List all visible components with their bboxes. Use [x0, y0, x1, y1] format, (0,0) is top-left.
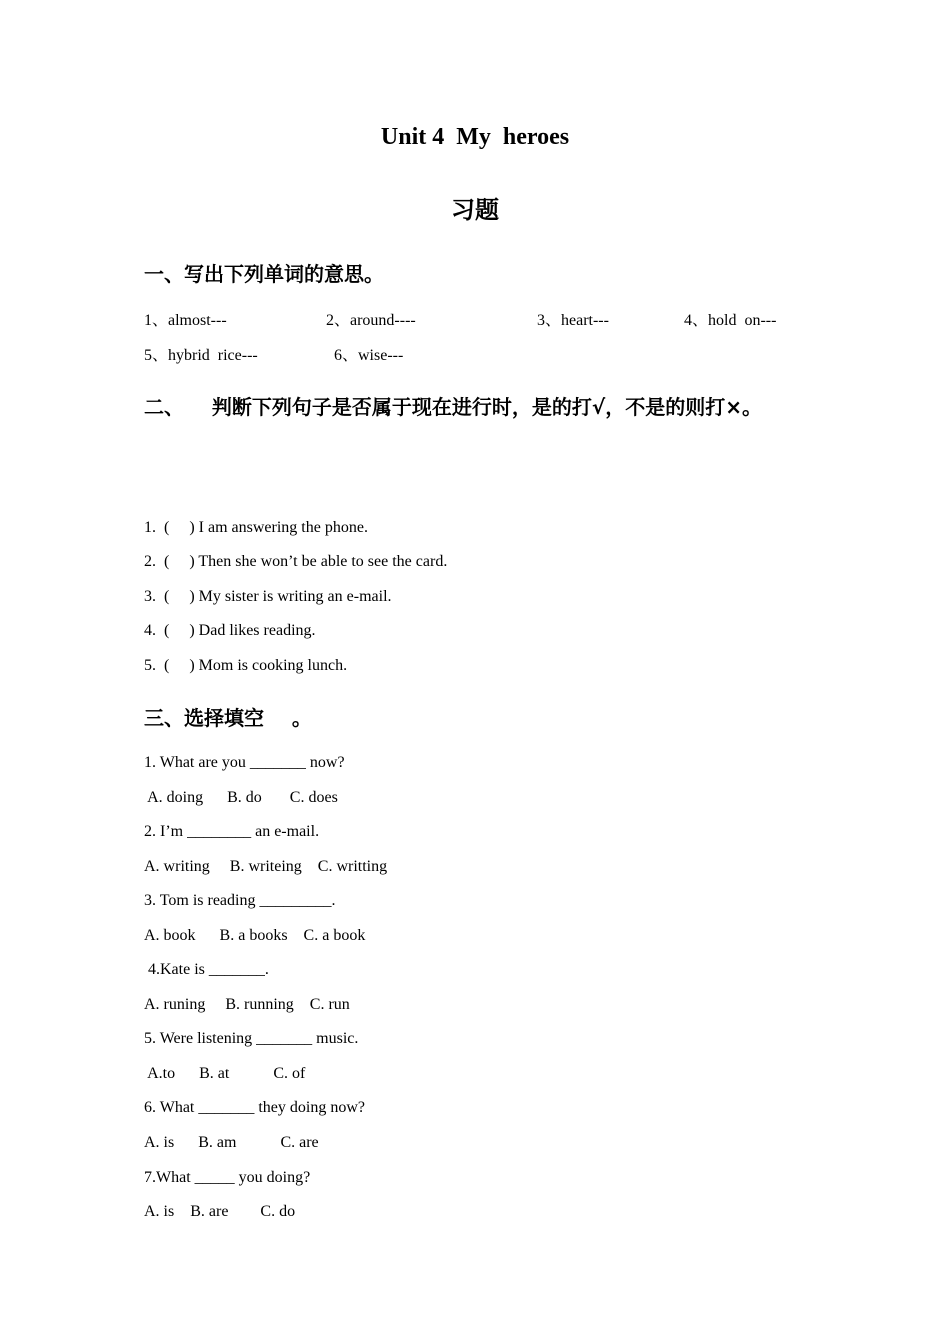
options-line: A. runing B. running C. run	[144, 996, 350, 1013]
options-line: A. writing B. writeing C. writting	[144, 858, 388, 875]
judge-item: 5. ( ) Mom is cooking lunch.	[144, 657, 348, 674]
question-line: 6. What _______ they doing now?	[144, 1099, 366, 1116]
question-line: 7.What _____ you doing?	[144, 1169, 311, 1186]
word-item: 2、around----	[326, 312, 416, 329]
options-line: A. doing B. do C. does	[144, 789, 338, 806]
section2-heading: 二、 判断下列句子是否属于现在进行时，是的打√，不是的则打×。	[144, 395, 762, 419]
word-item: 5、hybrid rice---	[144, 347, 258, 364]
options-line: A. is B. are C. do	[144, 1203, 296, 1220]
question-line: 4.Kate is _______.	[144, 961, 269, 978]
word-item: 6、wise---	[334, 347, 404, 364]
judge-item: 3. ( ) My sister is writing an e-mail.	[144, 588, 392, 605]
word-item: 4、hold on---	[684, 312, 777, 329]
judge-item: 2. ( ) Then she won’t be able to see the card.	[144, 553, 448, 570]
page-subtitle: 习题	[451, 196, 499, 224]
page-title: Unit 4 My heroes	[380, 124, 570, 150]
options-line: A. book B. a books C. a book	[144, 927, 366, 944]
judge-item: 4. ( ) Dad likes reading.	[144, 622, 316, 639]
options-line: A.to B. at C. of	[144, 1065, 306, 1082]
options-line: A. is B. am C. are	[144, 1134, 319, 1151]
section3-heading: 三、选择填空 。	[144, 706, 312, 730]
word-item: 1、almost---	[144, 312, 227, 329]
question-line: 1. What are you _______ now?	[144, 754, 345, 771]
question-line: 3. Tom is reading _________.	[144, 892, 336, 909]
section1-heading: 一、写出下列单词的意思。	[144, 262, 384, 286]
word-item: 3、heart---	[537, 312, 609, 329]
question-line: 5. Were listening _______ music.	[144, 1030, 359, 1047]
question-line: 2. I’m ________ an e-mail.	[144, 823, 320, 840]
judge-item: 1. ( ) I am answering the phone.	[144, 519, 368, 536]
